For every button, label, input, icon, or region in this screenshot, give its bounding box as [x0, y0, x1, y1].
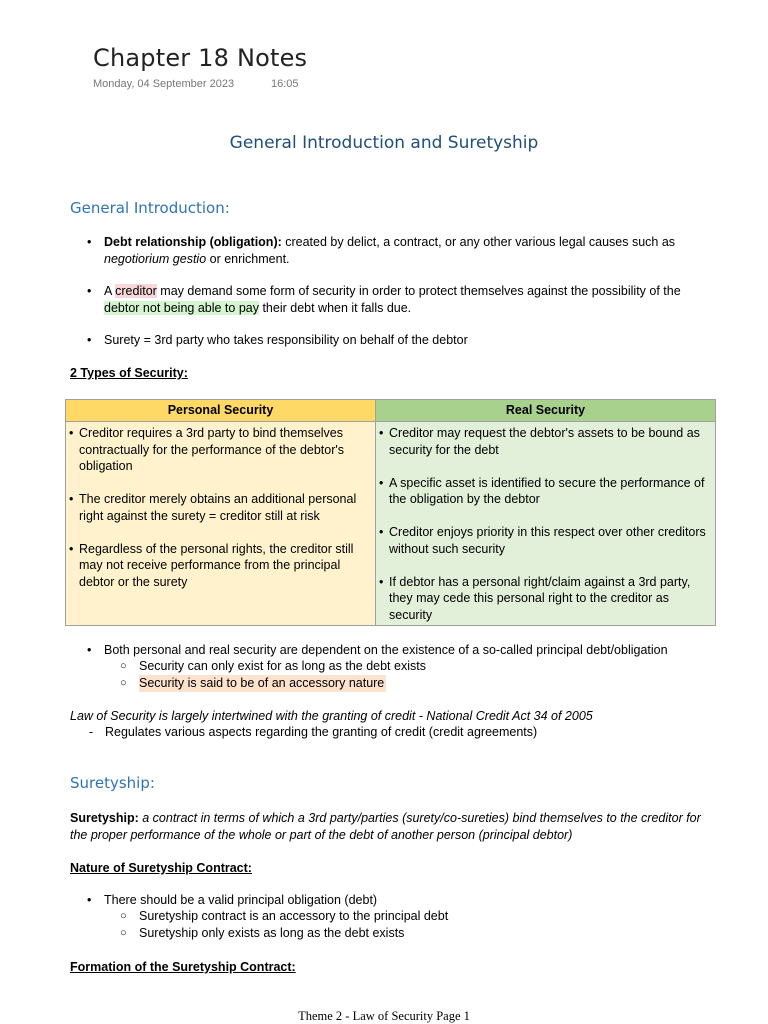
types-of-security-label: 2 Types of Security: — [70, 366, 188, 380]
real-item-text: If debtor has a personal right/claim against a 3rd party, they may cede this personal right to the creditor as security — [389, 574, 691, 622]
accessory-nature-highlight: Security is said to be of an accessory nature — [139, 676, 385, 690]
bullet-icon: • — [379, 525, 384, 539]
personal-item-text: The creditor merely obtains an additional personal right against the surety = creditor still at risk — [79, 492, 357, 523]
bullet-icon: • — [87, 893, 92, 907]
law-of-security-note: Law of Security is largely intertwined with the granting of credit - National Credit Act 34 of 2005 — [70, 709, 593, 723]
formation-label: Formation of the Suretyship Contract: — [70, 960, 296, 974]
real-security-header: Real Security — [376, 400, 716, 422]
personal-security-header: Personal Security — [66, 400, 376, 422]
page-time: 16:05 — [271, 78, 299, 90]
nature-label: Nature of Suretyship Contract: — [70, 861, 252, 875]
real-item — [379, 574, 711, 624]
page-title: Chapter 18 Notes — [93, 44, 308, 72]
nature-bullet-text: There should be a valid principal obligation (debt) — [104, 893, 378, 907]
circle-bullet-icon: ○ — [120, 927, 127, 939]
law-sub-dash: - — [89, 725, 94, 739]
suretyship-definition — [70, 810, 750, 843]
law-sub-text: Regulates various aspects regarding the granting of credit (credit agreements) — [105, 725, 538, 739]
suretyship-heading: Suretyship: — [70, 774, 155, 792]
surety-definition: Surety = 3rd party who takes responsibility on behalf of the debtor — [104, 333, 468, 347]
creditor-text: may demand some form of security in order to protect themselves against the possibility of the — [156, 284, 681, 298]
circle-bullet-icon: ○ — [120, 677, 127, 689]
bullet-icon: • — [87, 643, 92, 657]
creditor-highlight: creditor — [115, 284, 157, 298]
real-item — [379, 475, 711, 508]
bullet-icon: • — [87, 284, 92, 298]
section-title: General Introduction and Suretyship — [229, 133, 539, 153]
personal-item-text: Creditor requires a 3rd party to bind themselves contractually for the performance of the debtor's obligation — [79, 426, 345, 473]
personal-item — [69, 425, 371, 475]
bullet-icon: • — [87, 235, 92, 249]
personal-item — [69, 541, 371, 591]
debtor-highlight: debtor not being able to pay — [104, 300, 259, 315]
bullet-icon: • — [87, 333, 92, 347]
creditor-prefix: A — [104, 284, 116, 298]
dependence-text: Both personal and real security are dependent on the existence of a so-called principal debt/obligation — [104, 643, 668, 657]
debt-relationship-end: or enrichment. — [206, 251, 290, 266]
bullet-icon: • — [379, 574, 384, 589]
circle-bullet-icon: ○ — [120, 660, 127, 672]
bullet-icon: • — [379, 426, 384, 440]
page-footer: Theme 2 - Law of Security Page 1 — [298, 1009, 470, 1023]
bullet-icon: • — [69, 426, 74, 440]
suretyship-def-line-1: a contract in terms of which a 3rd party/parties (surety/co-sureties) bind themselves to the creditor for — [138, 811, 701, 825]
bullet-icon: • — [69, 492, 74, 506]
real-item — [379, 425, 711, 458]
nature-sub-2-text: Suretyship only exists as long as the debt exists — [139, 926, 405, 940]
suretyship-def-line-2: the proper performance of the whole or part of the debt of another person (principal debtor) — [70, 827, 573, 842]
dependence-sub-1-text: Security can only exist for as long as the debt exists — [139, 659, 426, 673]
negotiorium-gestio-term: negotiorium gestio — [104, 251, 207, 266]
circle-bullet-icon: ○ — [120, 910, 127, 922]
debt-relationship-term: Debt relationship (obligation): — [104, 235, 282, 249]
real-item — [379, 524, 711, 557]
nature-sub-1-text: Suretyship contract is an accessory to the principal debt — [139, 909, 449, 923]
real-item-text: Creditor enjoys priority in this respect over other creditors without such security — [389, 525, 706, 556]
suretyship-term: Suretyship: — [70, 811, 139, 825]
real-item-text: A specific asset is identified to secure the performance of the obligation by the debtor — [389, 475, 705, 506]
personal-item — [69, 491, 371, 524]
bullet-icon: • — [69, 541, 74, 556]
personal-item-text: Regardless of the personal rights, the creditor still may not receive performance from the principal debtor or the surety — [79, 541, 354, 589]
personal-security-cell — [66, 422, 376, 626]
real-item-text: Creditor may request the debtor's assets to be bound as security for the debt — [389, 426, 700, 457]
debt-relationship-text: created by delict, a contract, or any other various legal causes such as — [281, 235, 676, 249]
security-table — [65, 399, 716, 626]
intro-heading: General Introduction: — [70, 199, 230, 217]
real-security-cell — [376, 422, 716, 626]
creditor-text-end: their debt when it falls due. — [258, 300, 412, 315]
page-date: Monday, 04 September 2023 — [93, 78, 235, 90]
bullet-icon: • — [379, 475, 384, 490]
